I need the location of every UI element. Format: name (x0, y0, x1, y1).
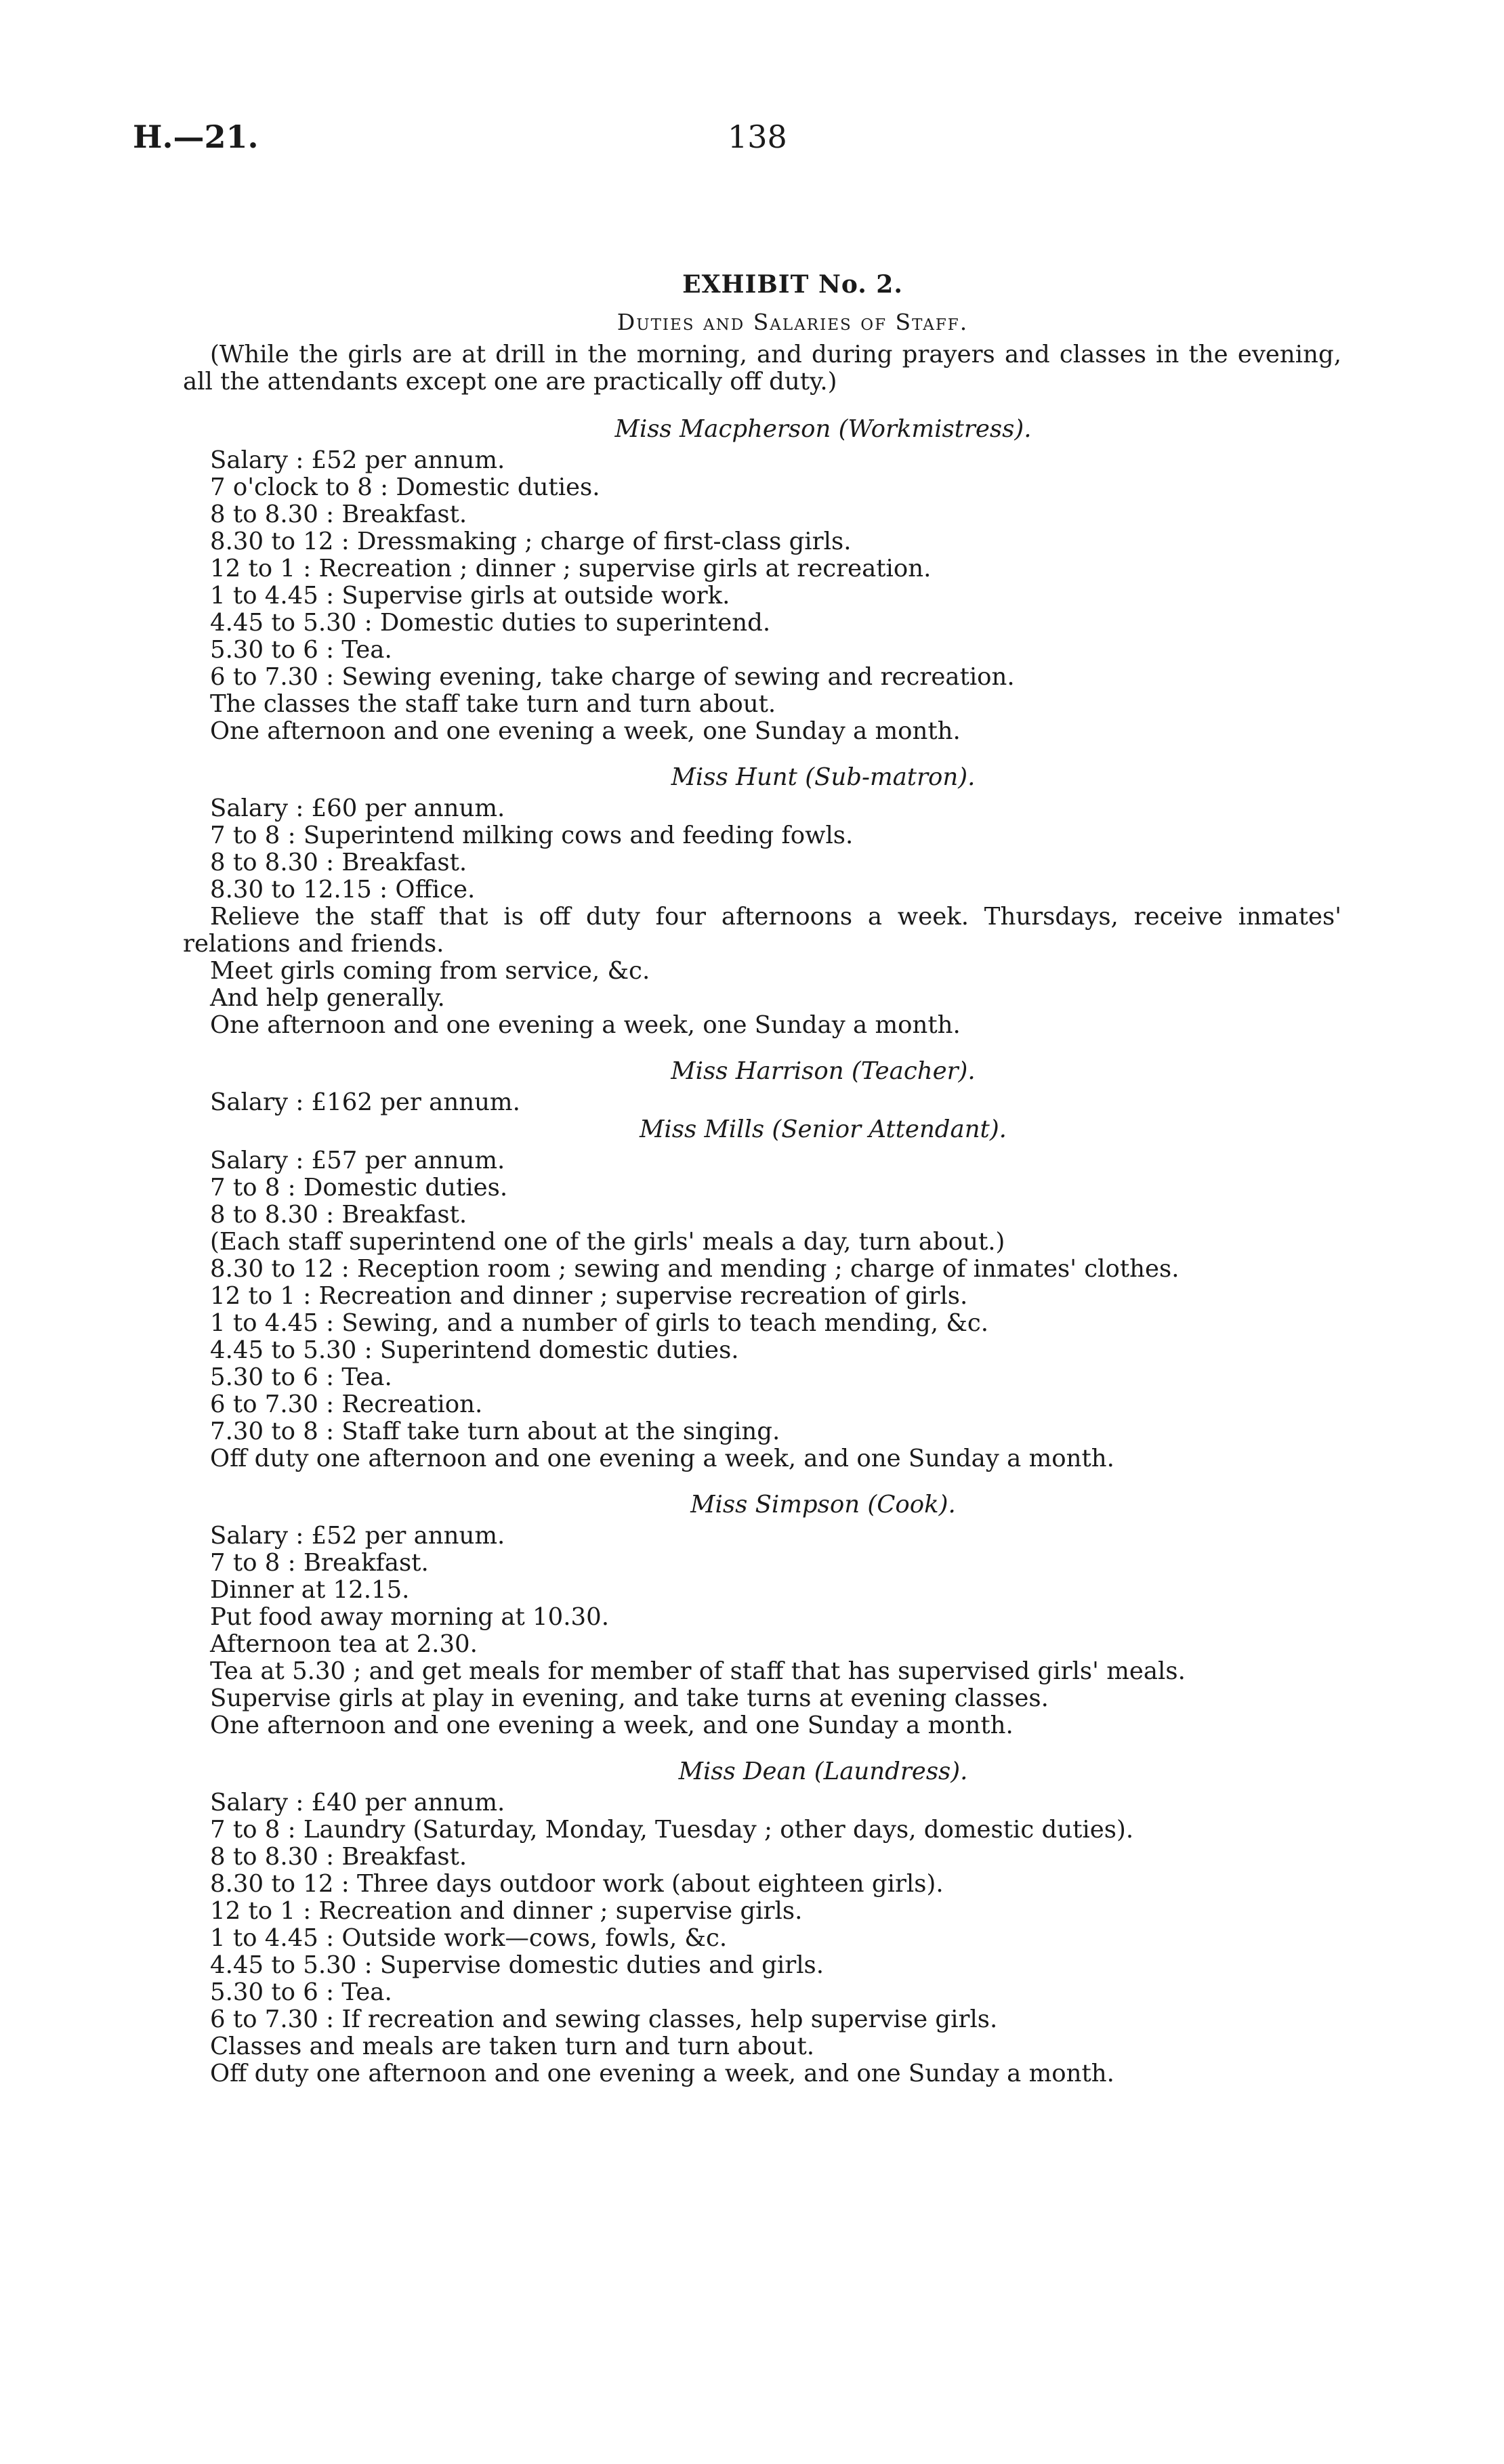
duty-line: 12 to 1 : Recreation and dinner ; supervise recreation of girls. (210, 1282, 968, 1310)
duty-line: Salary : £52 per annum. (210, 446, 505, 474)
duty-line: 1 to 4.45 : Supervise girls at outside work. (210, 582, 730, 610)
staff-section (183, 1058, 1341, 1116)
duty-line: Off duty one afternoon and one evening a week, and one Sunday a month. (210, 2060, 1114, 2087)
duty-line: 8 to 8.30 : Breakfast. (210, 849, 467, 876)
duty-line: 6 to 7.30 : Sewing evening, take charge of sewing and recreation. (210, 663, 1015, 691)
staff-section (183, 1491, 1341, 1739)
duty-line: The classes the staff take turn and turn about. (210, 690, 776, 718)
duty-line: 7 to 8 : Laundry (Saturday, Monday, Tuesday ; other days, domestic duties). (210, 1816, 1134, 1844)
duty-line: Salary : £57 per annum. (210, 1147, 505, 1174)
duty-line: 5.30 to 6 : Tea. (210, 1978, 392, 2006)
duty-line: Supervise girls at play in evening, and take turns at evening classes. (210, 1684, 1049, 1712)
duty-line: 7 o'clock to 8 : Domestic duties. (210, 473, 600, 501)
duty-lines (183, 1789, 1341, 2087)
exhibit-title: EXHIBIT No. 2. (682, 270, 903, 299)
duty-line: 8.30 to 12 : Three days outdoor work (about eighteen girls). (210, 1870, 944, 1898)
duty-line: Afternoon tea at 2.30. (210, 1630, 478, 1658)
staff-name: Miss Macpherson (Workmistress). (614, 415, 1032, 443)
duty-lines (183, 1523, 1341, 1739)
duty-line: 5.30 to 6 : Tea. (210, 636, 392, 664)
staff-name: Miss Harrison (Teacher). (671, 1057, 976, 1085)
duty-line: 12 to 1 : Recreation and dinner ; supervise girls. (210, 1897, 803, 1925)
duty-line: Salary : £162 per annum. (210, 1088, 520, 1116)
duty-line: 7 to 8 : Domestic duties. (210, 1174, 508, 1202)
duty-line: 5.30 to 6 : Tea. (210, 1363, 392, 1391)
staff-name: Miss Mills (Senior Attendant). (640, 1116, 1007, 1143)
duty-line: One afternoon and one evening a week, one Sunday a month. (210, 1011, 961, 1039)
duty-line: 7.30 to 8 : Staff take turn about at the singing. (210, 1418, 780, 1445)
duty-lines (183, 1147, 1341, 1472)
staff-section (183, 416, 1341, 745)
duty-line: Tea at 5.30 ; and get meals for member of staff that has supervised girls' meals. (210, 1657, 1186, 1685)
duty-line: 8 to 8.30 : Breakfast. (210, 1843, 467, 1871)
duty-line: Meet girls coming from service, &c. (210, 957, 650, 985)
duty-line: One afternoon and one evening a week, one Sunday a month. (210, 717, 961, 745)
duty-line: 6 to 7.30 : If recreation and sewing classes, help supervise girls. (210, 2005, 998, 2033)
duty-line: 4.45 to 5.30 : Domestic duties to superintend. (210, 609, 771, 637)
staff-sections (183, 416, 1341, 2087)
duty-line: Salary : £60 per annum. (210, 794, 505, 822)
document-code: H.—21. (133, 119, 259, 155)
duty-lines (183, 447, 1341, 745)
duty-line: Salary : £40 per annum. (210, 1789, 505, 1817)
duty-line: Off duty one afternoon and one evening a week, and one Sunday a month. (210, 1445, 1114, 1472)
duty-line: 12 to 1 : Recreation ; dinner ; supervise girls at recreation. (210, 555, 932, 582)
staff-section (183, 764, 1341, 1039)
exhibit-subtitle: Duties and Salaries of Staff. (617, 309, 969, 335)
intro-paragraph: (While the girls are at drill in the morning, and during prayers and classes in the evening, all the attendants except one are practically off duty.) (183, 341, 1341, 396)
duty-line: 8.30 to 12 : Dressmaking ; charge of first-class girls. (210, 528, 852, 555)
duty-lines (183, 795, 1341, 1039)
page-header (0, 119, 1504, 159)
staff-section (183, 1758, 1341, 2087)
document-body (183, 271, 1341, 2106)
duty-line: (Each staff superintend one of the girls' meals a day, turn about.) (210, 1228, 1005, 1256)
duty-line: 4.45 to 5.30 : Supervise domestic duties and girls. (210, 1951, 824, 1979)
duty-line: Salary : £52 per annum. (210, 1522, 505, 1550)
duty-lines (183, 1089, 1341, 1116)
duty-line: 8 to 8.30 : Breakfast. (210, 501, 467, 528)
duty-line: 7 to 8 : Breakfast. (210, 1549, 429, 1577)
duty-line: Dinner at 12.15. (210, 1576, 410, 1604)
duty-line: 1 to 4.45 : Sewing, and a number of girls to teach mending, &c. (210, 1309, 989, 1337)
page-number: 138 (728, 119, 787, 155)
staff-name: Miss Dean (Laundress). (678, 1758, 968, 1785)
staff-section (183, 1116, 1341, 1472)
duty-line: One afternoon and one evening a week, and one Sunday a month. (210, 1712, 1014, 1739)
duty-line: 4.45 to 5.30 : Superintend domestic duties. (210, 1336, 739, 1364)
duty-line: 7 to 8 : Superintend milking cows and feeding fowls. (210, 822, 854, 849)
duty-line: 8.30 to 12 : Reception room ; sewing and mending ; charge of inmates' clothes. (210, 1255, 1179, 1283)
staff-name: Miss Hunt (Sub-matron). (671, 763, 976, 791)
duty-line: 8.30 to 12.15 : Office. (210, 876, 476, 904)
duty-line: Classes and meals are taken turn and turn about. (210, 2033, 815, 2060)
duty-line: And help generally. (210, 984, 445, 1012)
duty-line: 6 to 7.30 : Recreation. (210, 1390, 483, 1418)
duty-line: Put food away morning at 10.30. (210, 1603, 609, 1631)
duty-line: 1 to 4.45 : Outside work—cows, fowls, &c. (210, 1924, 728, 1952)
duty-line: 8 to 8.30 : Breakfast. (210, 1201, 467, 1229)
duty-line: Relieve the staff that is off duty four afternoons a week. Thursdays, receive inmates' relations and friends. (183, 903, 1341, 958)
staff-name: Miss Simpson (Cook). (690, 1491, 956, 1518)
